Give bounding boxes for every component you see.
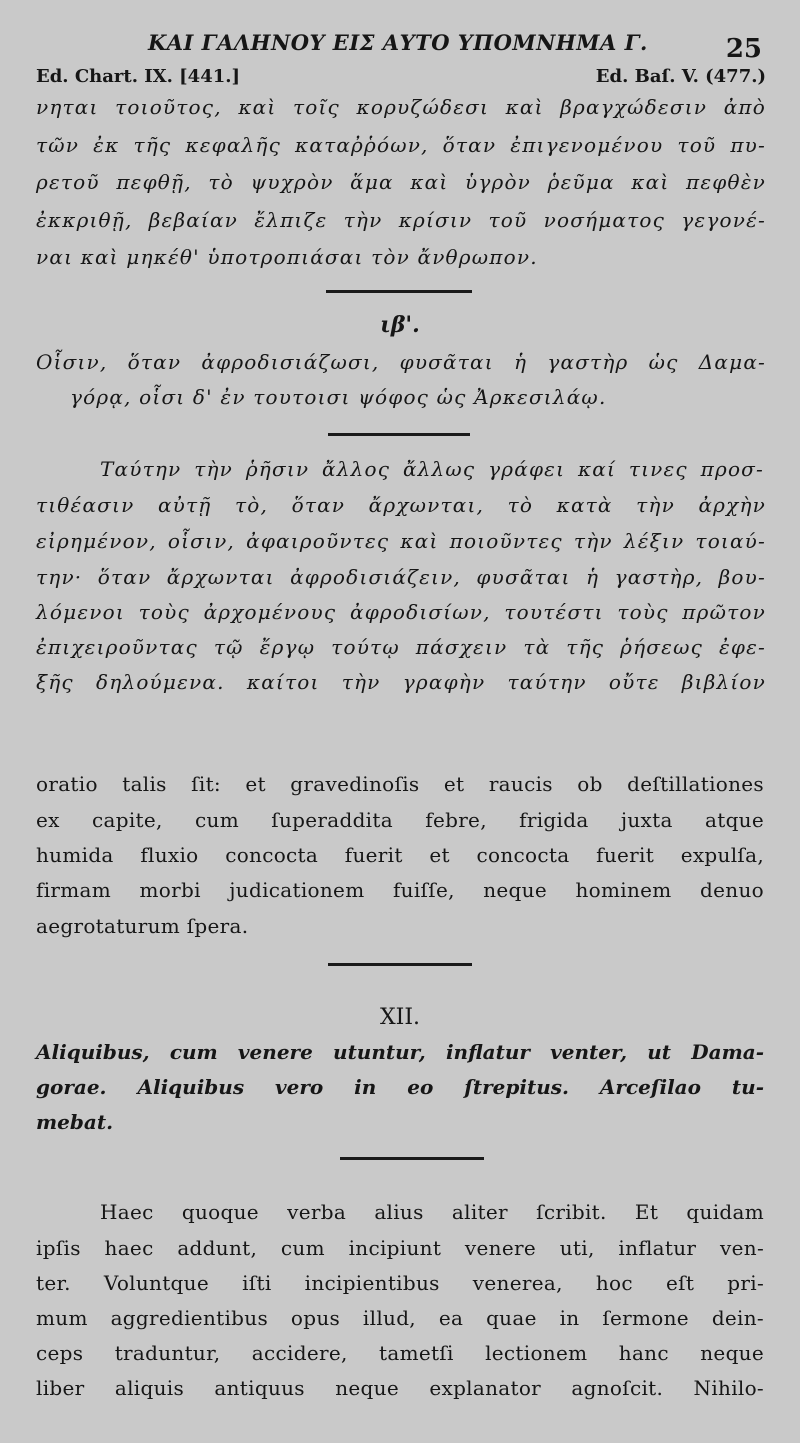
section-divider [340,1157,484,1160]
latin-section-number: XII. [379,1005,421,1030]
latin-aphorism-line: mebat. [36,1110,114,1134]
greek-section-number: ιβ'. [380,312,420,338]
edition-chart-reference: Ed. Chart. IX. [441.] [36,66,241,87]
latin-top-line: ex capite, cum ſuperaddita febre, frigida juxta atque [36,808,764,832]
greek-top-line: ἐκκριθῇ, βεβαίαν ἔλπιζε τὴν κρίσιν τοῦ νοσήματος γεγονέ- [36,208,766,232]
greek-commentary-line: ξῆς δηλούμενα. καίτοι τὴν γραφὴν ταύτην οὔτε βιβλίον [36,670,766,694]
page-number: 25 [725,34,762,64]
latin-commentary-line: liber aliquis antiquus neque explanator agnoſcit. Nihilo- [36,1376,764,1400]
greek-top-line: ρετοῦ πεφθῇ, τὸ ψυχρὸν ἅμα καὶ ὑγρὸν ῥεῦμα καὶ πεφθὲν [36,170,766,194]
edition-basel-reference: Ed. Baſ. V. (477.) [595,66,766,87]
greek-top-line: τῶν ἐκ τῆς κεφαλῆς καταῤῥόων, ὅταν ἐπιγενομένου τοῦ πυ- [36,133,766,157]
section-divider [328,963,472,966]
latin-top-line: oratio talis ſit: et gravedinoſis et raucis ob deſtillationes [36,772,764,796]
latin-commentary-line: mum aggredientibus opus illud, ea quae in ſermone dein- [36,1306,764,1330]
latin-top-line: firmam morbi judicationem fuiſſe, neque hominem denuo [36,878,764,902]
section-divider [326,290,472,293]
greek-commentary-line: Ταύτην τὴν ῥῆσιν ἄλλος ἄλλως γράφει καί τινες προσ- [100,457,764,481]
greek-commentary-line: την· ὅταν ἄρχωνται ἀφροδισιάζειν, φυσᾶται ἡ γαστὴρ, βου- [36,565,766,589]
greek-aphorism-line: Οἷσιν, ὅταν ἀφροδισιάζωσι, φυσᾶται ἡ γαστὴρ ὡς Δαμα- [36,350,766,374]
greek-commentary-line: λόμενοι τοὺς ἀρχομένους ἀφροδισίων, τουτέστι τοὺς πρῶτον [36,600,766,624]
latin-top-line: aegrotaturum ſpera. [36,914,249,938]
latin-commentary-line: Haec quoque verba alius aliter ſcribit. Et quidam [100,1200,764,1224]
latin-aphorism-line: Aliquibus, cum venere utuntur, inflatur venter, ut Dama- [36,1040,764,1064]
greek-commentary-line: ἐπιχειροῦντας τῷ ἔργῳ τούτῳ πάσχειν τὰ τῆς ῥήσεως ἐφε- [36,635,766,659]
latin-aphorism-line: gorae. Aliquibus vero in eo ſtrepitus. Arceſilao tu- [36,1075,764,1099]
latin-commentary-line: ter. Voluntque iſti incipientibus venerea, hoc eſt pri- [36,1271,764,1295]
greek-top-line: ναι καὶ μηκέθ' ὑποτροπιάσαι τὸν ἄνθρωπον. [36,245,538,269]
greek-top-line: νηται τοιοῦτος, καὶ τοῖς κορυζώδεσι καὶ βραγχώδεσιν ἀπὸ [36,95,766,119]
section-divider [328,433,470,436]
greek-aphorism-line: γόρᾳ, οἷσι δ' ἐν τουτοισι ψόφος ὡς Ἀρκεσιλάῳ. [70,385,607,409]
latin-commentary-line: ceps traduntur, accidere, tametſi lectionem hanc neque [36,1341,764,1365]
latin-top-line: humida fluxio concocta fuerit et concocta fuerit expulſa, [36,843,764,867]
running-title: ΚΑΙ ΓΑΛΗΝΟΥ ΕΙΣ ΑΥΤΟ ΥΠΟΜΝΗΜΑ Γ. [148,30,648,55]
greek-commentary-line: τιθέασιν αὐτῇ τὸ, ὅταν ἄρχωνται, τὸ κατὰ τὴν ἀρχὴν [36,493,766,517]
latin-commentary-line: ipſis haec addunt, cum incipiunt venere uti, inflatur ven- [36,1236,764,1260]
greek-commentary-line: εἰρημένον, οἷσιν, ἀφαιροῦντες καὶ ποιοῦντες τὴν λέξιν τοιαύ- [36,529,766,553]
